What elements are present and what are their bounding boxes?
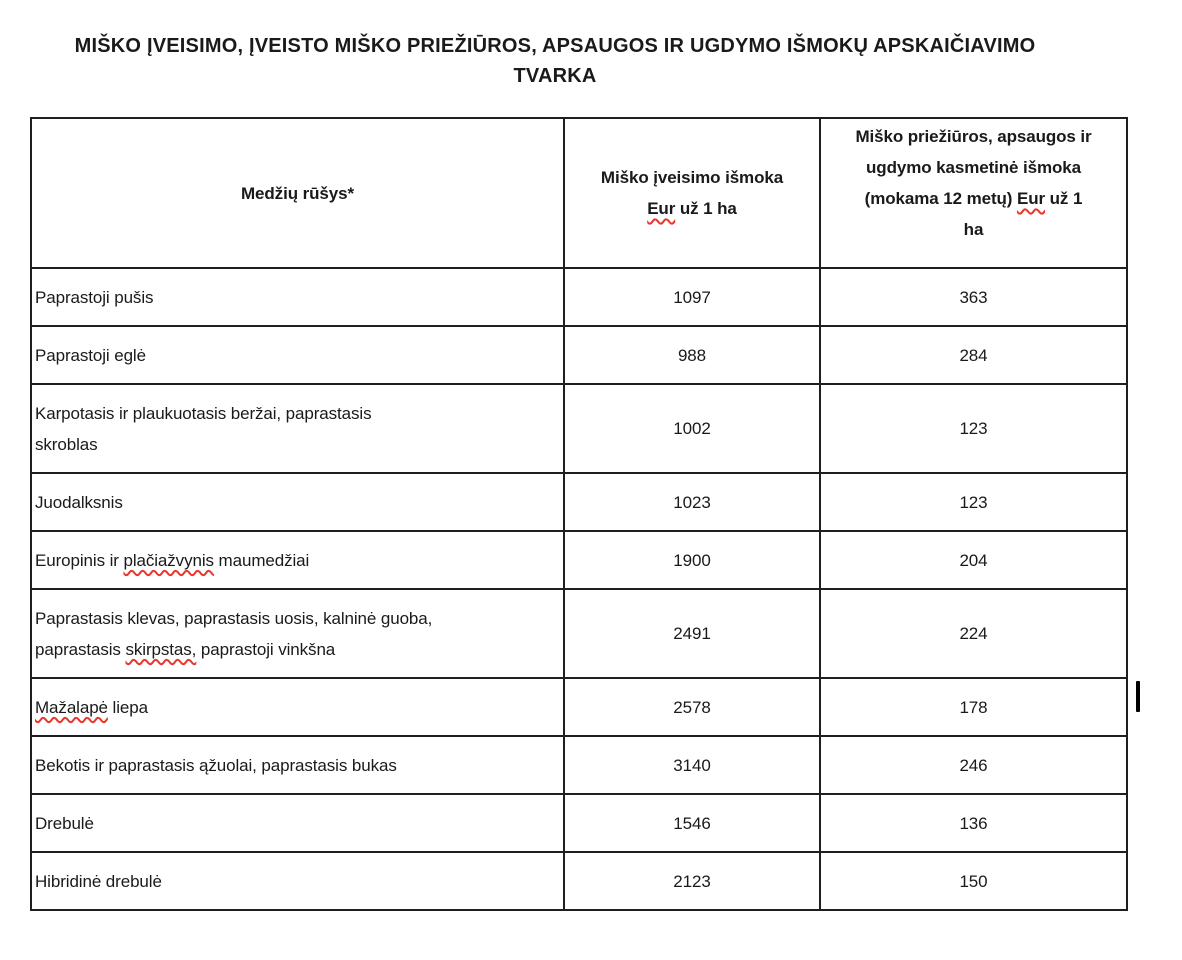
species-cell[interactable] xyxy=(31,473,564,531)
text-segment: Karpotasis ir plaukuotasis beržai, paprastasis xyxy=(35,403,372,423)
text-segment: (mokama 12 metų) xyxy=(864,189,1017,208)
annual-payment-cell[interactable]: 123 xyxy=(820,473,1127,531)
misspelled-word: Eur xyxy=(647,199,676,218)
text-segment: Medžių rūšys* xyxy=(240,183,354,203)
annual-payment-cell[interactable]: 224 xyxy=(820,589,1127,678)
title-line-2: TVARKA xyxy=(513,65,597,87)
planting-payment-cell[interactable]: 1002 xyxy=(564,384,820,473)
misspelled-word: Eur xyxy=(1016,189,1046,208)
text-segment: Drebulė xyxy=(35,813,94,833)
planting-payment-cell[interactable]: 1023 xyxy=(564,473,820,531)
payments-table xyxy=(30,117,1128,911)
misspelled-word: skirpstas, xyxy=(125,639,197,659)
text-segment: Miško priežiūros, apsaugos ir xyxy=(855,127,1092,146)
species-cell[interactable] xyxy=(31,794,564,852)
annual-payment-cell[interactable]: 150 xyxy=(820,852,1127,910)
text-segment: Europinis ir xyxy=(35,550,124,570)
planting-payment-cell[interactable]: 3140 xyxy=(564,736,820,794)
table-row xyxy=(31,326,1127,384)
species-cell[interactable] xyxy=(31,678,564,736)
text-segment: liepa xyxy=(107,697,148,717)
table-row xyxy=(31,589,1127,678)
text-segment: skroblas xyxy=(35,434,98,454)
text-segment: Paprastoji eglė xyxy=(35,345,146,365)
text-segment: maumedžiai xyxy=(213,550,310,570)
header-annual-payment[interactable] xyxy=(820,118,1127,268)
table-row xyxy=(31,531,1127,589)
text-segment: Miško įveisimo išmoka xyxy=(600,168,784,187)
species-cell[interactable] xyxy=(31,326,564,384)
table-row xyxy=(31,384,1127,473)
table-row xyxy=(31,678,1127,736)
table-row xyxy=(31,736,1127,794)
species-cell[interactable] xyxy=(31,531,564,589)
text-segment: už 1 xyxy=(1045,189,1083,208)
annual-payment-cell[interactable]: 136 xyxy=(820,794,1127,852)
table-row xyxy=(31,268,1127,326)
header-species[interactable] xyxy=(31,118,564,268)
text-segment: Hibridinė drebulė xyxy=(35,871,162,891)
species-cell[interactable] xyxy=(31,384,564,473)
text-segment: už 1 ha xyxy=(675,199,737,218)
annual-payment-cell[interactable]: 246 xyxy=(820,736,1127,794)
text-cursor xyxy=(1136,681,1140,712)
species-cell[interactable] xyxy=(31,736,564,794)
text-segment: paprastoji vinkšna xyxy=(196,639,336,659)
planting-payment-cell[interactable]: 2578 xyxy=(564,678,820,736)
misspelled-word: Mažalapė xyxy=(35,697,108,717)
planting-payment-cell[interactable]: 1097 xyxy=(564,268,820,326)
misspelled-word: plačiažvynis xyxy=(123,550,214,570)
planting-payment-cell[interactable]: 2123 xyxy=(564,852,820,910)
table-row xyxy=(31,794,1127,852)
planting-payment-cell[interactable]: 2491 xyxy=(564,589,820,678)
planting-payment-cell[interactable]: 1546 xyxy=(564,794,820,852)
text-segment: ugdymo kasmetinė išmoka xyxy=(866,158,1081,177)
species-cell[interactable] xyxy=(31,589,564,678)
planting-payment-cell[interactable]: 988 xyxy=(564,326,820,384)
annual-payment-cell[interactable]: 363 xyxy=(820,268,1127,326)
annual-payment-cell[interactable]: 284 xyxy=(820,326,1127,384)
text-segment: Bekotis ir paprastasis ąžuolai, paprastasis bukas xyxy=(35,755,397,775)
title-line-1: MIŠKO ĮVEISIMO, ĮVEISTO MIŠKO PRIEŽIŪROS, APSAUGOS IR UGDYMO IŠMOKŲ APSKAIČIAVIMO xyxy=(74,35,1036,57)
text-segment: Paprastasis klevas, paprastasis uosis, kalninė guoba, xyxy=(35,608,433,628)
species-cell[interactable] xyxy=(31,852,564,910)
text-segment: Paprastoji pušis xyxy=(35,287,154,307)
table-row xyxy=(31,852,1127,910)
planting-payment-cell[interactable]: 1900 xyxy=(564,531,820,589)
header-row xyxy=(31,118,1127,268)
document-title xyxy=(0,0,1110,91)
header-planting-payment[interactable] xyxy=(564,118,820,268)
table-row xyxy=(31,473,1127,531)
table-body xyxy=(31,268,1127,910)
annual-payment-cell[interactable]: 204 xyxy=(820,531,1127,589)
text-segment: Juodalksnis xyxy=(35,492,123,512)
text-segment: paprastasis xyxy=(35,639,126,659)
annual-payment-cell[interactable]: 178 xyxy=(820,678,1127,736)
annual-payment-cell[interactable]: 123 xyxy=(820,384,1127,473)
species-cell[interactable] xyxy=(31,268,564,326)
text-segment: ha xyxy=(963,220,984,239)
